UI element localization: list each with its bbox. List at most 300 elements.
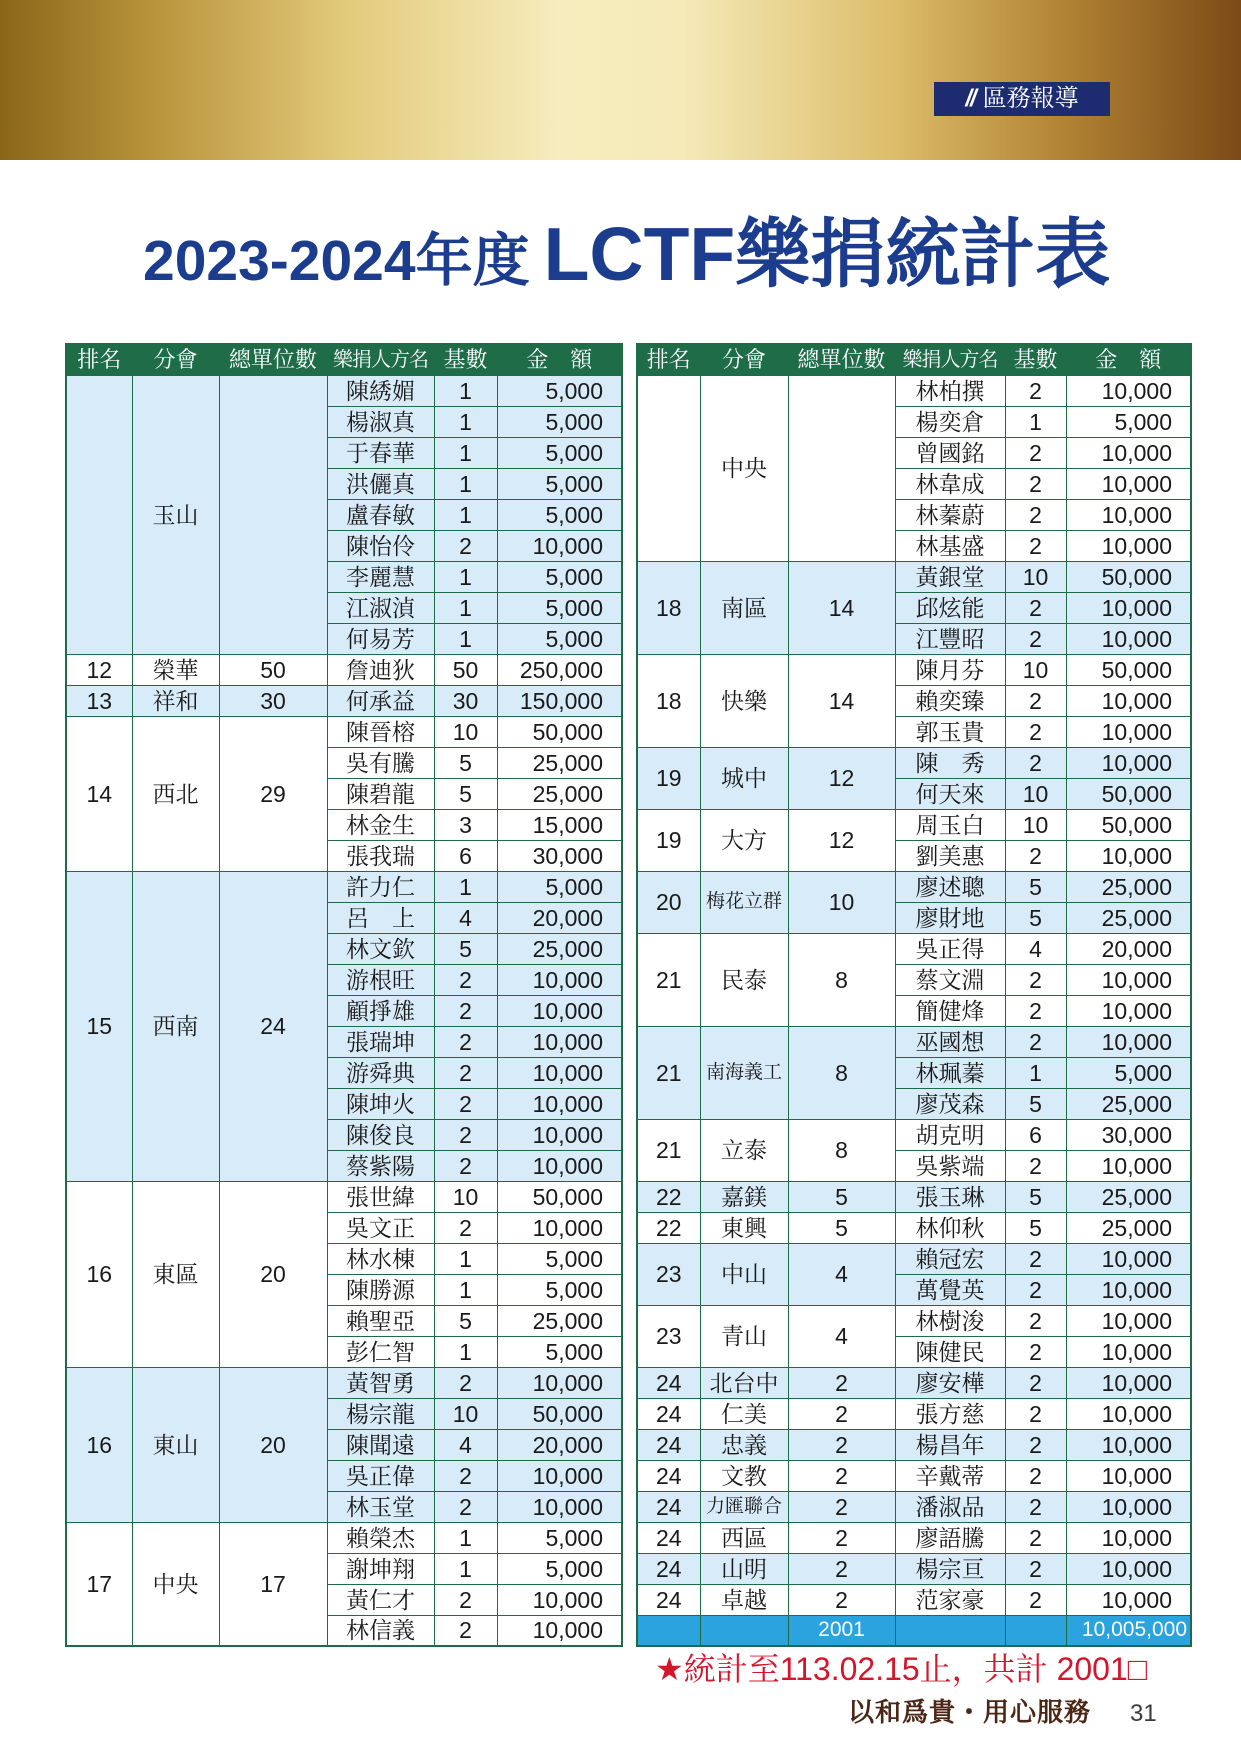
donor-name-cell: 黃銀堂 xyxy=(895,561,1005,592)
units-cell: 10 xyxy=(1005,654,1066,685)
table-row xyxy=(637,1119,1191,1150)
total-row xyxy=(637,1615,1191,1646)
total-units-cell: 2 xyxy=(788,1460,895,1491)
table-row xyxy=(637,1026,1191,1057)
amount-cell: 10,000 xyxy=(1066,375,1191,406)
statistics-note: ★統計至113.02.15止，共計 2001□ xyxy=(655,1651,1148,1687)
units-cell: 5 xyxy=(1005,902,1066,933)
donor-name-cell: 林文欽 xyxy=(327,933,434,964)
amount-cell: 5,000 xyxy=(497,499,622,530)
units-cell: 2 xyxy=(1005,747,1066,778)
chapter-cell: 青山 xyxy=(700,1305,788,1367)
units-cell: 1 xyxy=(434,468,497,499)
amount-cell: 5,000 xyxy=(497,1522,622,1553)
units-cell: 2 xyxy=(1005,995,1066,1026)
table-row xyxy=(637,1305,1191,1336)
total-units-cell: 14 xyxy=(788,654,895,747)
donor-name-cell: 張我瑞 xyxy=(327,840,434,871)
page-number: 31 xyxy=(1130,1700,1157,1727)
chapter-cell: 東區 xyxy=(132,1181,219,1367)
donor-name-cell: 林金生 xyxy=(327,809,434,840)
donor-name-cell: 吳正得 xyxy=(895,933,1005,964)
units-cell: 2 xyxy=(434,995,497,1026)
donor-name-cell: 胡克明 xyxy=(895,1119,1005,1150)
donor-name-cell: 何天來 xyxy=(895,778,1005,809)
total-units-cell: 2 xyxy=(788,1584,895,1615)
units-cell: 2 xyxy=(1005,1553,1066,1584)
chapter-cell: 東山 xyxy=(132,1367,219,1522)
table-row xyxy=(66,685,622,716)
amount-cell: 5,000 xyxy=(1066,406,1191,437)
units-cell: 2 xyxy=(1005,623,1066,654)
table-header-row xyxy=(637,344,1191,375)
total-rank-cell xyxy=(637,1615,700,1646)
amount-cell: 10,000 xyxy=(1066,685,1191,716)
table-row xyxy=(66,716,622,747)
rank-cell: 17 xyxy=(66,1522,132,1646)
units-cell: 2 xyxy=(1005,1398,1066,1429)
donor-name-cell: 廖財地 xyxy=(895,902,1005,933)
donor-name-cell: 吳有騰 xyxy=(327,747,434,778)
amount-cell: 50,000 xyxy=(1066,778,1191,809)
rank-cell: 24 xyxy=(637,1584,700,1615)
amount-cell: 10,000 xyxy=(1066,1584,1191,1615)
units-cell: 10 xyxy=(434,1398,497,1429)
amount-cell: 10,000 xyxy=(1066,592,1191,623)
units-cell: 5 xyxy=(434,747,497,778)
donor-name-cell: 楊宗亘 xyxy=(895,1553,1005,1584)
units-cell: 10 xyxy=(434,716,497,747)
donor-name-cell: 陳碧龍 xyxy=(327,778,434,809)
amount-cell: 25,000 xyxy=(1066,1181,1191,1212)
units-cell: 2 xyxy=(1005,468,1066,499)
chapter-cell: 東興 xyxy=(700,1212,788,1243)
table-row xyxy=(637,1398,1191,1429)
table-row xyxy=(637,561,1191,592)
units-cell: 2 xyxy=(434,964,497,995)
amount-cell: 5,000 xyxy=(497,871,622,902)
total-units-cell: 20 xyxy=(219,1181,327,1367)
table-row xyxy=(637,654,1191,685)
amount-cell: 10,000 xyxy=(497,1615,622,1646)
units-cell: 10 xyxy=(1005,778,1066,809)
chapter-cell: 西北 xyxy=(132,716,219,871)
total-units-cell: 8 xyxy=(788,933,895,1026)
units-cell: 2 xyxy=(1005,1305,1066,1336)
amount-cell: 10,000 xyxy=(1066,468,1191,499)
amount-cell: 10,000 xyxy=(1066,1460,1191,1491)
total-units-cell: 50 xyxy=(219,654,327,685)
donor-name-cell: 李麗慧 xyxy=(327,561,434,592)
units-cell: 4 xyxy=(434,902,497,933)
table-row xyxy=(637,933,1191,964)
donor-name-cell: 陳晉榕 xyxy=(327,716,434,747)
donor-name-cell: 陳坤火 xyxy=(327,1088,434,1119)
amount-cell: 10,000 xyxy=(1066,437,1191,468)
donor-name-cell: 于春華 xyxy=(327,437,434,468)
donor-name-cell: 范家豪 xyxy=(895,1584,1005,1615)
table-row xyxy=(637,871,1191,902)
amount-cell: 5,000 xyxy=(497,592,622,623)
donor-name-cell: 呂 上 xyxy=(327,902,434,933)
table-row xyxy=(66,375,622,406)
column-header-rank: 排名 xyxy=(66,344,132,375)
column-header-units: 基數 xyxy=(434,344,497,375)
amount-cell: 10,000 xyxy=(1066,1336,1191,1367)
rank-cell: 19 xyxy=(637,809,700,871)
donor-name-cell: 林仰秋 xyxy=(895,1212,1005,1243)
chapter-cell: 文教 xyxy=(700,1460,788,1491)
amount-cell: 10,000 xyxy=(1066,623,1191,654)
total-units-cell: 4 xyxy=(788,1305,895,1367)
donor-name-cell: 萬覺英 xyxy=(895,1274,1005,1305)
units-cell: 2 xyxy=(434,1088,497,1119)
amount-cell: 15,000 xyxy=(497,809,622,840)
total-units-cell xyxy=(788,375,895,561)
rank-cell xyxy=(637,375,700,561)
total-units-cell: 10 xyxy=(788,871,895,933)
amount-cell: 30,000 xyxy=(1066,1119,1191,1150)
units-cell: 10 xyxy=(1005,561,1066,592)
amount-cell: 10,000 xyxy=(497,1212,622,1243)
rank-cell: 18 xyxy=(637,654,700,747)
rank-cell: 21 xyxy=(637,1119,700,1181)
amount-cell: 25,000 xyxy=(497,747,622,778)
units-cell: 1 xyxy=(434,437,497,468)
rank-cell: 20 xyxy=(637,871,700,933)
units-cell: 30 xyxy=(434,685,497,716)
donation-table-left xyxy=(65,343,623,1647)
units-cell: 5 xyxy=(1005,1181,1066,1212)
amount-cell: 10,000 xyxy=(497,1057,622,1088)
donor-name-cell: 張方慈 xyxy=(895,1398,1005,1429)
total-units-cell: 2 xyxy=(788,1398,895,1429)
amount-cell: 5,000 xyxy=(497,1553,622,1584)
table-row xyxy=(66,1522,622,1553)
amount-cell: 25,000 xyxy=(1066,902,1191,933)
rank-cell: 22 xyxy=(637,1181,700,1212)
units-cell: 2 xyxy=(1005,840,1066,871)
donor-name-cell: 楊奕倉 xyxy=(895,406,1005,437)
amount-cell: 20,000 xyxy=(497,902,622,933)
chapter-cell: 北台中 xyxy=(700,1367,788,1398)
units-cell: 2 xyxy=(434,1615,497,1646)
amount-cell: 10,000 xyxy=(497,1150,622,1181)
chapter-cell: 南海義工 xyxy=(700,1026,788,1119)
column-header-rank: 排名 xyxy=(637,344,700,375)
donor-name-cell: 周玉白 xyxy=(895,809,1005,840)
total-units-cell: 24 xyxy=(219,871,327,1181)
amount-cell: 5,000 xyxy=(1066,1057,1191,1088)
donor-name-cell: 潘淑品 xyxy=(895,1491,1005,1522)
rank-cell: 19 xyxy=(637,747,700,809)
chapter-cell: 玉山 xyxy=(132,375,219,654)
chapter-cell: 中央 xyxy=(132,1522,219,1646)
amount-cell: 5,000 xyxy=(497,1274,622,1305)
amount-cell: 10,000 xyxy=(497,1026,622,1057)
rank-cell: 23 xyxy=(637,1305,700,1367)
amount-cell: 10,000 xyxy=(497,1491,622,1522)
amount-cell: 10,000 xyxy=(1066,1491,1191,1522)
units-cell: 2 xyxy=(1005,1274,1066,1305)
rank-cell: 24 xyxy=(637,1460,700,1491)
units-cell: 1 xyxy=(1005,406,1066,437)
rank-cell: 18 xyxy=(637,561,700,654)
units-cell: 4 xyxy=(1005,933,1066,964)
total-units-cell: 2 xyxy=(788,1553,895,1584)
amount-cell: 25,000 xyxy=(1066,871,1191,902)
amount-cell: 5,000 xyxy=(497,561,622,592)
table-row xyxy=(637,1243,1191,1274)
table-row xyxy=(637,1553,1191,1584)
table-row xyxy=(66,654,622,685)
donor-name-cell: 廖茂森 xyxy=(895,1088,1005,1119)
donor-name-cell: 巫國想 xyxy=(895,1026,1005,1057)
units-cell: 10 xyxy=(434,1181,497,1212)
donor-name-cell: 吳紫端 xyxy=(895,1150,1005,1181)
amount-cell: 10,000 xyxy=(1066,1150,1191,1181)
units-cell: 5 xyxy=(1005,1088,1066,1119)
total-units-cell: 5 xyxy=(788,1181,895,1212)
units-cell: 2 xyxy=(1005,375,1066,406)
total-units-cell: 29 xyxy=(219,716,327,871)
amount-cell: 10,000 xyxy=(497,1460,622,1491)
amount-cell: 50,000 xyxy=(497,716,622,747)
amount-cell: 25,000 xyxy=(497,1305,622,1336)
column-header-chapter: 分會 xyxy=(700,344,788,375)
chapter-cell: 中央 xyxy=(700,375,788,561)
rank-cell: 24 xyxy=(637,1553,700,1584)
amount-cell: 10,000 xyxy=(497,995,622,1026)
footer-slogan: 以和爲貴・用心服務 xyxy=(848,1698,1092,1728)
donor-name-cell: 何承益 xyxy=(327,685,434,716)
table-header-row xyxy=(66,344,622,375)
donor-name-cell: 賴榮杰 xyxy=(327,1522,434,1553)
table-row xyxy=(637,1584,1191,1615)
donor-name-cell: 黃智勇 xyxy=(327,1367,434,1398)
donor-name-cell: 蔡紫陽 xyxy=(327,1150,434,1181)
amount-cell: 10,000 xyxy=(497,1367,622,1398)
donor-name-cell: 陳 秀 xyxy=(895,747,1005,778)
amount-cell: 5,000 xyxy=(497,1243,622,1274)
units-cell: 2 xyxy=(1005,1367,1066,1398)
units-cell: 1 xyxy=(434,1243,497,1274)
rank-cell: 21 xyxy=(637,1026,700,1119)
donor-name-cell: 蔡文淵 xyxy=(895,964,1005,995)
amount-cell: 25,000 xyxy=(497,778,622,809)
donor-name-cell: 曾國銘 xyxy=(895,437,1005,468)
units-cell: 2 xyxy=(434,1367,497,1398)
table-row xyxy=(637,1522,1191,1553)
units-cell: 1 xyxy=(434,1553,497,1584)
donor-name-cell: 林信義 xyxy=(327,1615,434,1646)
units-cell: 1 xyxy=(434,871,497,902)
donor-name-cell: 林韋成 xyxy=(895,468,1005,499)
column-header-units: 基數 xyxy=(1005,344,1066,375)
amount-cell: 10,000 xyxy=(497,1088,622,1119)
amount-cell: 10,000 xyxy=(1066,964,1191,995)
total-units-cell: 2 xyxy=(788,1491,895,1522)
total-units-cell: 12 xyxy=(788,747,895,809)
donor-name-cell: 林玉堂 xyxy=(327,1491,434,1522)
amount-cell: 150,000 xyxy=(497,685,622,716)
chapter-cell: 榮華 xyxy=(132,654,219,685)
donation-table-right xyxy=(636,343,1192,1647)
units-cell: 2 xyxy=(1005,1460,1066,1491)
section-tag xyxy=(934,82,1110,116)
chapter-cell: 中山 xyxy=(700,1243,788,1305)
amount-cell: 5,000 xyxy=(497,406,622,437)
column-header-total-units: 總單位數 xyxy=(219,344,327,375)
units-cell: 1 xyxy=(434,499,497,530)
column-header-amount: 金 額 xyxy=(1066,344,1191,375)
column-header-donor: 樂捐人方名 xyxy=(327,344,434,375)
donor-name-cell: 賴冠宏 xyxy=(895,1243,1005,1274)
table-row xyxy=(637,1181,1191,1212)
units-cell: 2 xyxy=(1005,1336,1066,1367)
amount-cell: 10,000 xyxy=(1066,716,1191,747)
column-header-chapter: 分會 xyxy=(132,344,219,375)
donor-name-cell: 吳正偉 xyxy=(327,1460,434,1491)
chapter-cell: 南區 xyxy=(700,561,788,654)
units-cell: 2 xyxy=(1005,530,1066,561)
donor-name-cell: 謝坤翔 xyxy=(327,1553,434,1584)
donor-name-cell: 洪儷真 xyxy=(327,468,434,499)
donor-name-cell: 顧掙雄 xyxy=(327,995,434,1026)
units-cell: 1 xyxy=(1005,1057,1066,1088)
donor-name-cell: 江豐昭 xyxy=(895,623,1005,654)
chapter-cell: 忠義 xyxy=(700,1429,788,1460)
amount-cell: 10,000 xyxy=(497,964,622,995)
rank-cell xyxy=(66,375,132,654)
units-cell: 1 xyxy=(434,1274,497,1305)
chapter-cell: 快樂 xyxy=(700,654,788,747)
chapter-cell: 嘉鎂 xyxy=(700,1181,788,1212)
amount-cell: 10,000 xyxy=(497,1584,622,1615)
table-row xyxy=(637,1212,1191,1243)
total-units-cell: 14 xyxy=(788,561,895,654)
amount-cell: 10,000 xyxy=(1066,747,1191,778)
units-cell: 2 xyxy=(1005,716,1066,747)
donor-name-cell: 辛戴蒂 xyxy=(895,1460,1005,1491)
units-cell: 4 xyxy=(434,1429,497,1460)
table-row xyxy=(637,1491,1191,1522)
column-header-total-units: 總單位數 xyxy=(788,344,895,375)
units-cell: 2 xyxy=(1005,1243,1066,1274)
units-cell: 5 xyxy=(1005,1212,1066,1243)
units-cell: 2 xyxy=(1005,437,1066,468)
rank-cell: 22 xyxy=(637,1212,700,1243)
units-cell: 2 xyxy=(1005,1522,1066,1553)
donor-name-cell: 賴奕臻 xyxy=(895,685,1005,716)
amount-cell: 10,000 xyxy=(1066,840,1191,871)
donor-name-cell: 簡健烽 xyxy=(895,995,1005,1026)
amount-cell: 5,000 xyxy=(497,375,622,406)
amount-cell: 20,000 xyxy=(1066,933,1191,964)
units-cell: 2 xyxy=(1005,1429,1066,1460)
amount-cell: 20,000 xyxy=(497,1429,622,1460)
units-cell: 5 xyxy=(434,778,497,809)
units-cell: 2 xyxy=(1005,964,1066,995)
column-header-amount: 金 額 xyxy=(497,344,622,375)
units-cell: 6 xyxy=(434,840,497,871)
column-header-donor: 樂捐人方名 xyxy=(895,344,1005,375)
rank-cell: 24 xyxy=(637,1429,700,1460)
rank-cell: 24 xyxy=(637,1398,700,1429)
total-units-cell: 2 xyxy=(788,1522,895,1553)
donor-name-cell: 劉美惠 xyxy=(895,840,1005,871)
units-cell: 5 xyxy=(1005,871,1066,902)
donor-name-cell: 吳文正 xyxy=(327,1212,434,1243)
total-units-cell: 5 xyxy=(788,1212,895,1243)
units-cell: 1 xyxy=(434,623,497,654)
units-cell: 2 xyxy=(1005,592,1066,623)
donor-name-cell: 楊昌年 xyxy=(895,1429,1005,1460)
donor-name-cell: 張玉琳 xyxy=(895,1181,1005,1212)
donor-name-cell: 邱炫能 xyxy=(895,592,1005,623)
units-cell: 2 xyxy=(434,1584,497,1615)
amount-cell: 25,000 xyxy=(1066,1212,1191,1243)
amount-cell: 30,000 xyxy=(497,840,622,871)
total-units-cell: 12 xyxy=(788,809,895,871)
amount-cell: 50,000 xyxy=(497,1181,622,1212)
donor-name-cell: 張世緯 xyxy=(327,1181,434,1212)
rank-cell: 24 xyxy=(637,1367,700,1398)
donor-name-cell: 詹迪狄 xyxy=(327,654,434,685)
page-title-year: 2023-2024年度 xyxy=(143,229,530,293)
units-cell: 2 xyxy=(434,1119,497,1150)
donor-name-cell: 何易芳 xyxy=(327,623,434,654)
amount-cell: 10,000 xyxy=(1066,1026,1191,1057)
amount-cell: 25,000 xyxy=(497,933,622,964)
total-units-cell: 4 xyxy=(788,1243,895,1305)
total-units-cell: 8 xyxy=(788,1026,895,1119)
grand-total-amount-cell: 10,005,000 xyxy=(1066,1615,1191,1646)
amount-cell: 25,000 xyxy=(1066,1088,1191,1119)
table-row xyxy=(66,871,622,902)
units-cell: 1 xyxy=(434,1522,497,1553)
donor-name-cell: 林蓁蔚 xyxy=(895,499,1005,530)
units-cell: 2 xyxy=(1005,1491,1066,1522)
donor-name-cell: 林樹浚 xyxy=(895,1305,1005,1336)
donor-name-cell: 楊宗龍 xyxy=(327,1398,434,1429)
donor-name-cell: 游舜典 xyxy=(327,1057,434,1088)
chapter-cell: 大方 xyxy=(700,809,788,871)
donor-name-cell: 江淑湞 xyxy=(327,592,434,623)
page-title xyxy=(143,212,1110,318)
donor-name-cell: 陳俊良 xyxy=(327,1119,434,1150)
units-cell: 2 xyxy=(1005,1026,1066,1057)
rank-cell: 24 xyxy=(637,1522,700,1553)
total-units-cell: 20 xyxy=(219,1367,327,1522)
donor-name-cell: 楊淑真 xyxy=(327,406,434,437)
total-units-cell xyxy=(1005,1615,1066,1646)
amount-cell: 5,000 xyxy=(497,468,622,499)
total-units-cell: 2 xyxy=(788,1367,895,1398)
section-tag-label: 區務報導 xyxy=(982,85,1079,112)
amount-cell: 10,000 xyxy=(1066,995,1191,1026)
total-units-cell xyxy=(219,375,327,654)
donor-name-cell: 彭仁智 xyxy=(327,1336,434,1367)
donor-name-cell: 許力仁 xyxy=(327,871,434,902)
donor-name-cell: 郭玉貴 xyxy=(895,716,1005,747)
units-cell: 1 xyxy=(434,592,497,623)
donor-name-cell: 盧春敏 xyxy=(327,499,434,530)
amount-cell: 10,000 xyxy=(1066,1398,1191,1429)
table-row xyxy=(637,809,1191,840)
units-cell: 10 xyxy=(1005,809,1066,840)
chapter-cell: 民泰 xyxy=(700,933,788,1026)
